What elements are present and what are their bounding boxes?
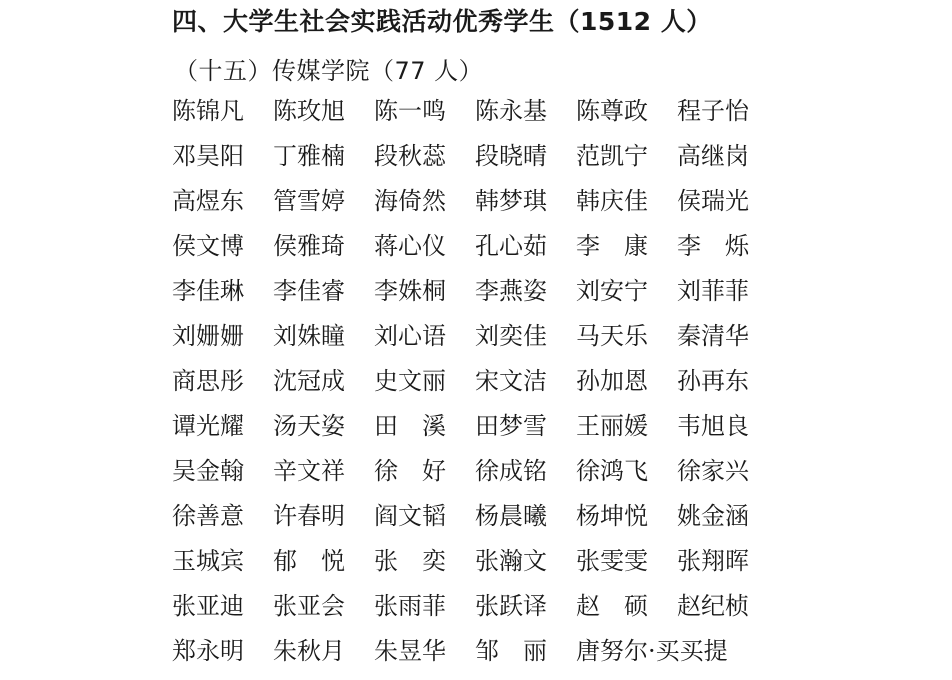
student-name: 李佳睿 bbox=[273, 277, 345, 305]
student-name: 徐鸿飞 bbox=[576, 457, 648, 485]
student-name: 刘姗姗 bbox=[172, 322, 244, 350]
student-name: 李佳琳 bbox=[172, 277, 244, 305]
student-name: 唐努尔·买买提 bbox=[576, 637, 728, 665]
student-name: 张跃译 bbox=[475, 592, 547, 620]
student-name: 许春明 bbox=[273, 502, 345, 530]
student-name: 杨晨曦 bbox=[475, 502, 547, 530]
student-name: 张亚会 bbox=[273, 592, 345, 620]
student-name: 张雨菲 bbox=[374, 592, 446, 620]
student-name: 管雪婷 bbox=[273, 187, 345, 215]
student-name: 范凯宁 bbox=[576, 142, 648, 170]
student-name: 邓昊阳 bbox=[172, 142, 244, 170]
student-name: 赵硕 bbox=[576, 592, 672, 620]
student-name: 徐成铭 bbox=[475, 457, 547, 485]
student-name: 徐善意 bbox=[172, 502, 244, 530]
student-name: 李燕姿 bbox=[475, 277, 547, 305]
student-name: 徐家兴 bbox=[677, 457, 749, 485]
student-name: 李烁 bbox=[677, 232, 773, 260]
student-name: 陈锦凡 bbox=[172, 97, 244, 125]
student-name: 刘安宁 bbox=[576, 277, 648, 305]
student-name: 田溪 bbox=[374, 412, 470, 440]
student-name: 田梦雪 bbox=[475, 412, 547, 440]
student-name: 侯雅琦 bbox=[273, 232, 345, 260]
student-name: 陈玫旭 bbox=[273, 97, 345, 125]
section-title: 四、大学生社会实践活动优秀学生（1512 人） bbox=[172, 7, 712, 36]
student-name: 邹丽 bbox=[475, 637, 571, 665]
student-name: 刘心语 bbox=[374, 322, 446, 350]
student-name: 李姝桐 bbox=[374, 277, 446, 305]
subsection-title: （十五）传媒学院（77 人） bbox=[174, 57, 484, 85]
student-name: 程子怡 bbox=[677, 97, 749, 125]
student-name: 侯文博 bbox=[172, 232, 244, 260]
student-name: 陈一鸣 bbox=[374, 97, 446, 125]
student-name: 张翔晖 bbox=[677, 547, 749, 575]
student-name: 张亚迪 bbox=[172, 592, 244, 620]
student-name: 朱昱华 bbox=[374, 637, 446, 665]
student-name: 段秋蕊 bbox=[374, 142, 446, 170]
student-name: 徐好 bbox=[374, 457, 470, 485]
student-name: 蒋心仪 bbox=[374, 232, 446, 260]
student-name: 王丽媛 bbox=[576, 412, 648, 440]
student-name: 商思彤 bbox=[172, 367, 244, 395]
student-name: 朱秋月 bbox=[273, 637, 345, 665]
student-name: 玉城宾 bbox=[172, 547, 244, 575]
student-name: 李康 bbox=[576, 232, 672, 260]
student-name: 史文丽 bbox=[374, 367, 446, 395]
student-name: 张奕 bbox=[374, 547, 470, 575]
student-name: 宋文洁 bbox=[475, 367, 547, 395]
student-name: 高煜东 bbox=[172, 187, 244, 215]
name-list bbox=[172, 92, 792, 677]
student-name: 赵纪桢 bbox=[677, 592, 749, 620]
student-name: 阎文韬 bbox=[374, 502, 446, 530]
student-name: 刘菲菲 bbox=[677, 277, 749, 305]
student-name: 韩梦琪 bbox=[475, 187, 547, 215]
student-name: 海倚然 bbox=[374, 187, 446, 215]
student-name: 谭光耀 bbox=[172, 412, 244, 440]
student-name: 孙加恩 bbox=[576, 367, 648, 395]
student-name: 孙再东 bbox=[677, 367, 749, 395]
student-name: 丁雅楠 bbox=[273, 142, 345, 170]
student-name: 张瀚文 bbox=[475, 547, 547, 575]
student-name: 秦清华 bbox=[677, 322, 749, 350]
student-name: 侯瑞光 bbox=[677, 187, 749, 215]
student-name: 高继岗 bbox=[677, 142, 749, 170]
student-name: 姚金涵 bbox=[677, 502, 749, 530]
student-name: 韩庆佳 bbox=[576, 187, 648, 215]
student-name: 陈尊政 bbox=[576, 97, 648, 125]
student-name: 孔心茹 bbox=[475, 232, 547, 260]
student-name: 张雯雯 bbox=[576, 547, 648, 575]
student-name: 郑永明 bbox=[172, 637, 244, 665]
student-name: 沈冠成 bbox=[273, 367, 345, 395]
student-name: 汤天姿 bbox=[273, 412, 345, 440]
student-name: 杨坤悦 bbox=[576, 502, 648, 530]
student-name: 辛文祥 bbox=[273, 457, 345, 485]
student-name: 郁悦 bbox=[273, 547, 369, 575]
student-name: 刘姝瞳 bbox=[273, 322, 345, 350]
student-name: 陈永基 bbox=[475, 97, 547, 125]
student-name: 韦旭良 bbox=[677, 412, 749, 440]
student-name: 段晓晴 bbox=[475, 142, 547, 170]
student-name: 马天乐 bbox=[576, 322, 648, 350]
student-name: 吴金翰 bbox=[172, 457, 244, 485]
student-name: 刘奕佳 bbox=[475, 322, 547, 350]
